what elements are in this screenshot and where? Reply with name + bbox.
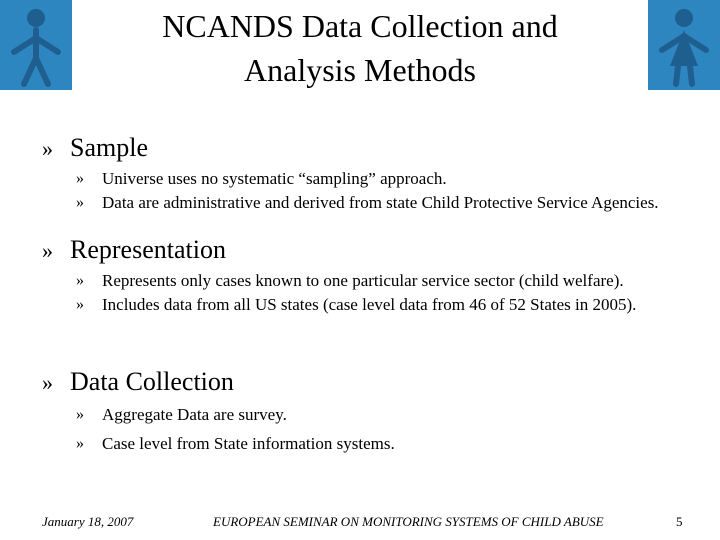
list-item	[42, 405, 692, 425]
list-item	[42, 295, 692, 315]
child-girl-figure-icon	[648, 0, 720, 90]
bullet-chevron-icon: »	[42, 370, 53, 395]
section-heading-text: Representation	[70, 235, 226, 264]
section-heading	[42, 133, 692, 164]
section-heading	[42, 235, 692, 266]
list-item-text: Aggregate Data are survey.	[102, 405, 287, 424]
section-heading-text: Data Collection	[70, 367, 234, 396]
footer-date: January 18, 2007	[42, 514, 134, 529]
list-item-text: Represents only cases known to one particular service sector (child welfare).	[102, 271, 624, 290]
bullet-chevron-icon: »	[76, 296, 84, 313]
list-item-text: Universe uses no systematic “sampling” approach.	[102, 169, 447, 188]
list-item-text: Includes data from all US states (case level data from 46 of 52 States in 2005).	[102, 295, 637, 314]
page-number: 5	[676, 514, 683, 529]
bullet-chevron-icon: »	[76, 170, 84, 187]
bullet-chevron-icon: »	[42, 238, 53, 263]
bullet-chevron-icon: »	[42, 136, 53, 161]
title-line-2: Analysis Methods	[244, 52, 476, 88]
slide-title	[90, 4, 630, 92]
bullet-chevron-icon: »	[76, 406, 84, 423]
list-item	[42, 193, 692, 213]
section-sample	[42, 133, 692, 213]
title-line-1: NCANDS Data Collection and	[162, 8, 558, 44]
list-item	[42, 434, 692, 454]
section-data-collection	[42, 367, 692, 454]
section-representation	[42, 235, 692, 315]
bullet-chevron-icon: »	[76, 272, 84, 289]
list-item-text: Case level from State information systems.	[102, 434, 395, 453]
list-item	[42, 169, 692, 189]
child-figure-icon	[0, 0, 72, 90]
section-heading-text: Sample	[70, 133, 148, 162]
bullet-chevron-icon: »	[76, 435, 84, 452]
section-heading	[42, 367, 692, 398]
list-item-text: Data are administrative and derived from state Child Protective Service Agencies.	[102, 193, 659, 212]
list-item	[42, 271, 692, 291]
footer-seminar-title: EUROPEAN SEMINAR ON MONITORING SYSTEMS OF CHILD ABUSE	[213, 514, 604, 529]
bullet-chevron-icon: »	[76, 194, 84, 211]
